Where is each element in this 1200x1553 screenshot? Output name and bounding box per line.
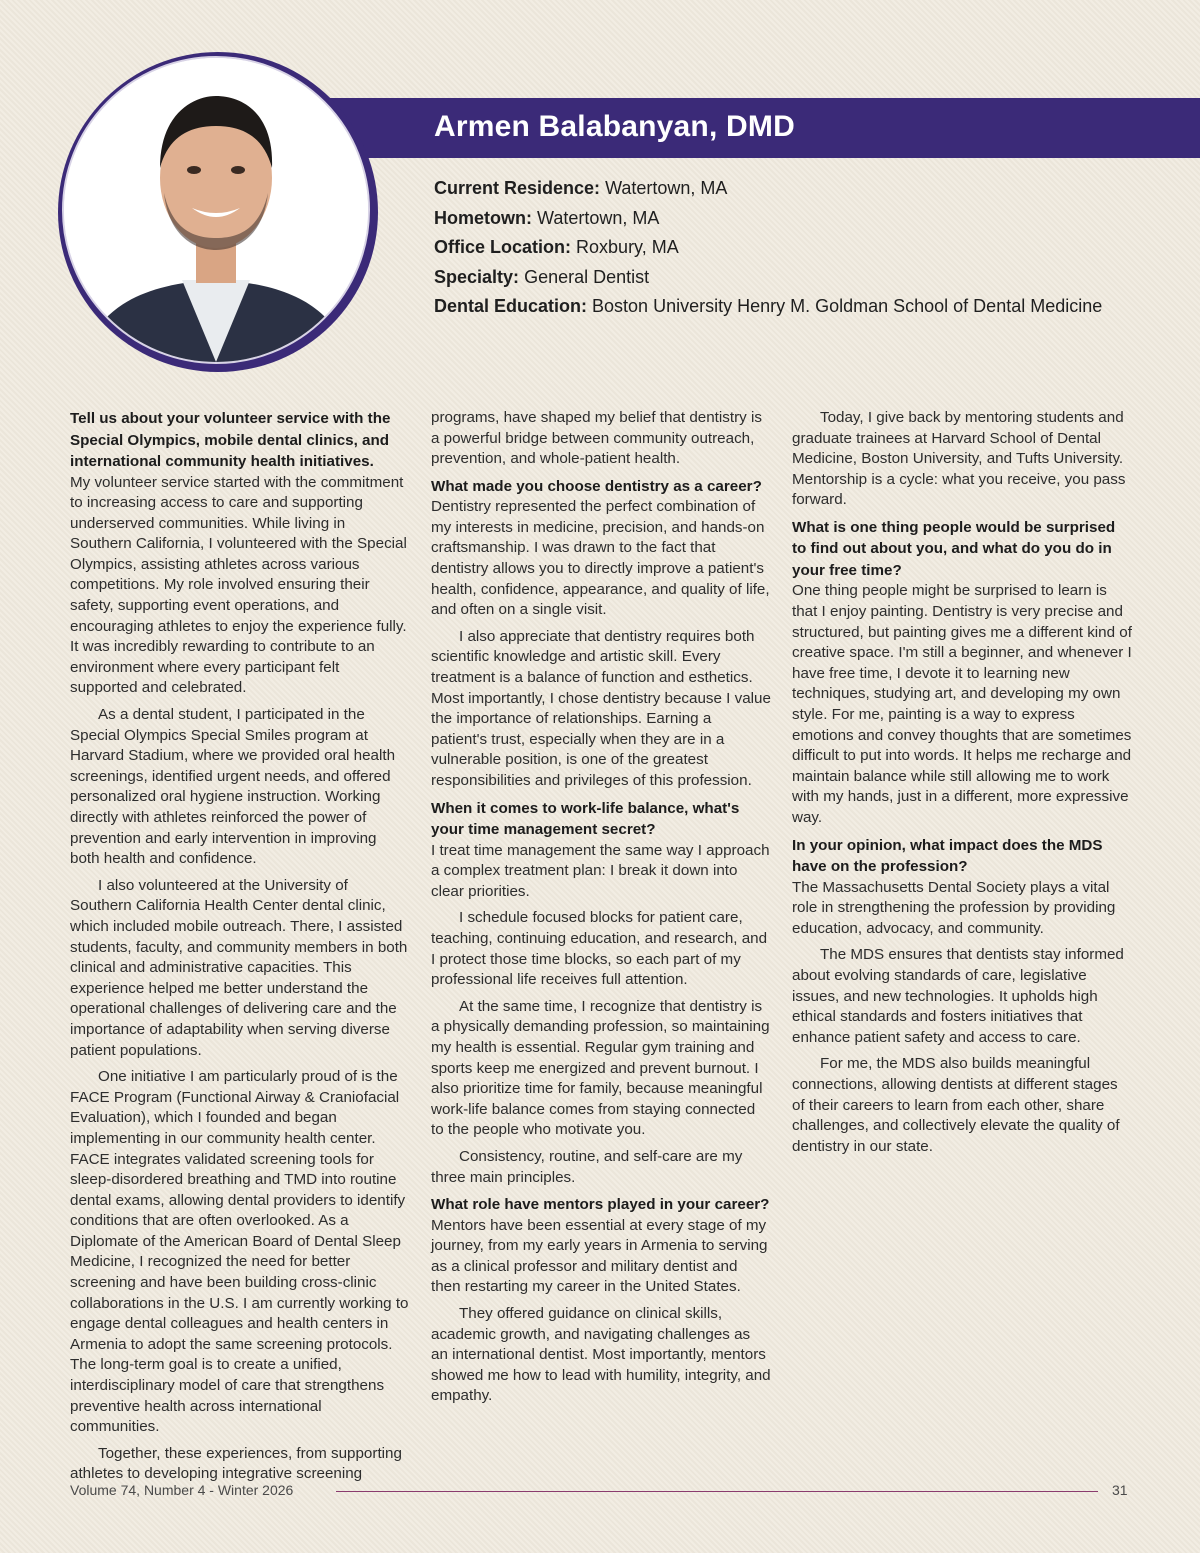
answer-paragraph: For me, the MDS also builds meaningful connections, allowing dentists at different stages of their careers to learn from each other, share challenges, and collectively elevate the quality of dentistry in our state.	[792, 1055, 1120, 1155]
article-column-3	[792, 408, 1132, 1163]
answer-paragraph: My volunteer service started with the commitment to increasing access to care and supporting underserved communities. While living in Southern California, I volunteered with the Special Olympics, assisting athletes across various competitions. My role involved ensuring their safety, supporting event operations, and encouraging athletes to enjoy the experience fully. It was incredibly rewarding to contribute to an environment where every participant felt supported and celebrated.	[70, 473, 407, 697]
page-number: 31	[1112, 1482, 1128, 1498]
profile-facts	[434, 174, 1174, 322]
article-column-2	[431, 408, 771, 1413]
footer-divider	[336, 1491, 1098, 1492]
profile-name: Armen Balabanyan, DMD	[434, 110, 795, 143]
answer-paragraph: As a dental student, I participated in the Special Olympics Special Smiles program at Harvard Stadium, where we provided oral health screenings, identified urgent needs, and offered personalized oral hygiene instruction. Working directly with athletes reinforced the power of prevention and early intervention in improving both health and confidence.	[70, 706, 396, 868]
answer-paragraph: I also volunteered at the University of Southern California Health Center dental clinic, which included mobile outreach. There, I assisted students, faculty, and community members in both clinical and administrative capacities. This experience helped me better understand the operational challenges of delivering care and the importance of adaptability when serving diverse patient populations.	[70, 876, 408, 1059]
question-heading: What is one thing people would be surprised to find out about you, and what do you do in your free time?	[792, 518, 1116, 579]
question-heading: What role have mentors played in your career?	[431, 1196, 770, 1214]
footer-issue: Volume 74, Number 4 - Winter 2026	[70, 1482, 294, 1498]
answer-paragraph: One thing people might be surprised to learn is that I enjoy painting. Dentistry is very precise and structured, but painting gives me a different kind of creative space. I'm still a beginner, and whenever I have free time, I devote it to learning new techniques, studying art, and developing my own style. For me, painting is a way to express emotions and convey thoughts that are sometimes difficult to put into words. It helps me recharge and maintain balance while still allowing me to work with my hands, just in a different, more expressive way.	[792, 582, 1132, 826]
fact-current-residence: Current Residence: Watertown, MA	[434, 178, 728, 198]
question-heading: When it comes to work-life balance, what's your time management secret?	[431, 799, 740, 839]
answer-paragraph: I also appreciate that dentistry requires both scientific knowledge and artistic skill. Every treatment is a balance of function and esthetics. Most importantly, I chose dentistry because I value the importance of relationships. Earning a patient's trust, especially when they are in a vulnerable position, is one of the greatest responsibilities and privileges of this profession.	[431, 627, 771, 789]
question-heading: In your opinion, what impact does the MDS have on the profession?	[792, 836, 1103, 876]
answer-paragraph: The Massachusetts Dental Society plays a vital role in strengthening the profession by providing education, advocacy, and community.	[792, 878, 1116, 937]
answer-paragraph: Dentistry represented the perfect combination of my interests in medicine, precision, and hands-on craftsmanship. I was drawn to the fact that dentistry allows you to directly improve a patient's health, confidence, appearance, and quality of life, and often on a single visit.	[431, 498, 770, 619]
answer-paragraph: The MDS ensures that dentists stay informed about evolving standards of care, legislative issues, and new technologies. It upholds high ethical standards and fosters initiatives that enhance patient safety and access to care.	[792, 946, 1124, 1046]
answer-paragraph: At the same time, I recognize that dentistry is a physically demanding profession, so maintaining my health is essential. Regular gym training and sports keep me energized and prevent burnout. I also prioritize time for family, because meaningful work-life balance comes from staying connected to the people who motivate you.	[431, 997, 770, 1139]
person-portrait-icon	[64, 58, 368, 362]
article-column-1	[70, 408, 410, 1491]
fact-specialty: Specialty: General Dentist	[434, 266, 650, 287]
question-heading: What made you choose dentistry as a career?	[431, 477, 762, 495]
fact-hometown: Hometown: Watertown, MA	[434, 207, 660, 228]
question-heading: Tell us about your volunteer service with the Special Olympics, mobile dental clinics, and international community health initiatives.	[70, 410, 391, 470]
answer-paragraph: One initiative I am particularly proud of is the FACE Program (Functional Airway & Craniofacial Evaluation), which I founded and began implementing in our community health center. FACE integrates validated screening tools for sleep-disordered breathing and TMD into routine dental exams, allowing dental providers to identify conditions that are often overlooked. As a Diplomate of the American Board of Dental Sleep Medicine, I recognized the need for better screening and have been building cross-clinic collaborations in the U.S. I am currently working to engage dental colleagues and health centers in Armenia to adopt the same screening protocols. The long-term goal is to create a unified, interdisciplinary model of care that strengthens preventive health across international communities.	[70, 1068, 409, 1436]
answer-paragraph: programs, have shaped my belief that dentistry is a powerful bridge between community outreach, prevention, and whole-patient health.	[431, 409, 762, 468]
answer-paragraph: Mentors have been essential at every stage of my journey, from my early years in Armenia to serving as a clinical professor and military dentist and then restarting my career in the United States.	[431, 1216, 768, 1296]
answer-paragraph: They offered guidance on clinical skills, academic growth, and navigating challenges as an international dentist. Most importantly, mentors showed me how to lead with humility, integrity, and empathy.	[431, 1304, 771, 1405]
answer-paragraph: I treat time management the same way I approach a complex treatment plan: I break it down into clear priorities.	[431, 841, 770, 900]
portrait-photo	[62, 56, 370, 364]
answer-paragraph: I schedule focused blocks for patient care, teaching, continuing education, and research, and I protect those time blocks, so each part of my professional life receives full attention.	[431, 909, 768, 989]
answer-paragraph: Consistency, routine, and self-care are my three main principles.	[431, 1147, 743, 1186]
fact-dental-education: Dental Education: Boston University Henry M. Goldman School of Dental Medicine	[434, 296, 1103, 316]
fact-office-location: Office Location: Roxbury, MA	[434, 237, 679, 257]
answer-paragraph: Together, these experiences, from supporting athletes to developing integrative screening	[70, 1444, 402, 1483]
answer-paragraph: Today, I give back by mentoring students and graduate trainees at Harvard School of Dental Medicine, Boston University, and Tufts University. Mentorship is a cycle: what you receive, you pass forward.	[792, 409, 1126, 509]
